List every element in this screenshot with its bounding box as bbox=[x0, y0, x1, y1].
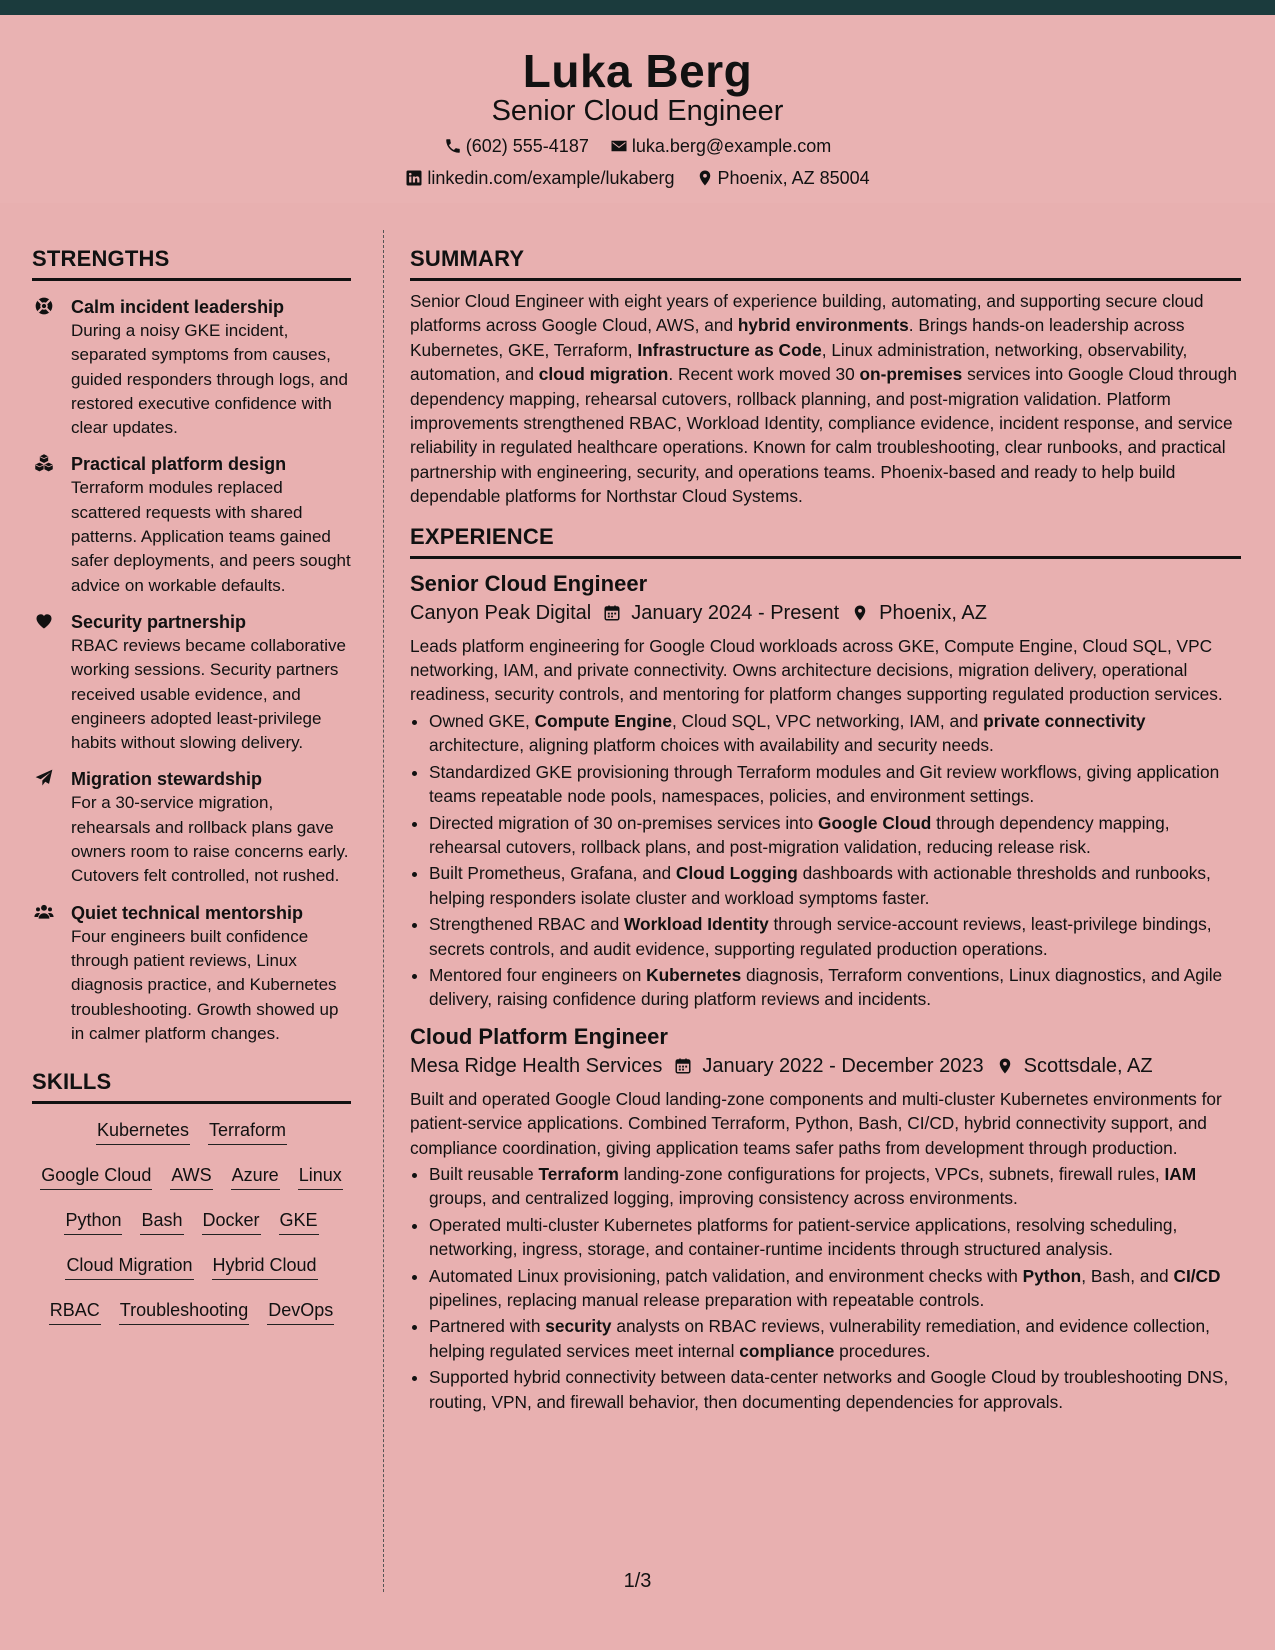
keyword-highlight: Kubernetes bbox=[646, 964, 742, 985]
skill-tag: Bash bbox=[140, 1208, 183, 1235]
keyword-highlight: Workload Identity bbox=[624, 914, 769, 935]
skill-tag: Cloud Migration bbox=[65, 1253, 193, 1280]
text-run: diagnosis, Terraform conventions, Linux diagnostics, and Agile delivery, raising confidence during platform reviews and incidents. bbox=[429, 964, 1223, 1010]
resume-header bbox=[0, 15, 1275, 203]
skill-tag: Troubleshooting bbox=[119, 1298, 249, 1325]
job-company: Canyon Peak Digital bbox=[410, 601, 592, 624]
keyword-highlight: IAM bbox=[1164, 1163, 1197, 1184]
strength-title: Calm incident leadership bbox=[71, 297, 285, 317]
skill-tag: Azure bbox=[231, 1163, 280, 1190]
keyword-highlight: cloud migration bbox=[538, 364, 669, 385]
job-bullet bbox=[429, 1264, 1241, 1313]
text-run: Standardized GKE provisioning through Terraform modules and Git review workflows, giving application teams repeatable node pools, namespaces, policies, and environment settings. bbox=[429, 761, 1220, 807]
top-accent-bar bbox=[0, 0, 1275, 15]
keyword-highlight: Cloud Logging bbox=[675, 863, 798, 884]
users-icon bbox=[34, 902, 54, 922]
text-run: Operated multi-cluster Kubernetes platforms for patient-service applications, resolving scheduling, networking, ingress, storage, and container-runtime incidents through structured analysis. bbox=[429, 1214, 1178, 1260]
keyword-highlight: Terraform bbox=[538, 1163, 619, 1184]
skills-row bbox=[32, 1253, 351, 1298]
job-meta bbox=[410, 1052, 1241, 1080]
text-run: architecture, aligning platform choices with availability and security needs. bbox=[429, 735, 994, 756]
job-bullet bbox=[429, 760, 1241, 809]
job-dates: January 2024 - Present bbox=[631, 601, 840, 624]
strength-item bbox=[32, 901, 351, 1046]
strength-description: During a noisy GKE incident, separated symptoms from causes, guided responders through logs, and restored executive confidence with clear updates. bbox=[71, 321, 348, 438]
cubes-icon bbox=[34, 453, 54, 473]
job-bullets bbox=[410, 1162, 1241, 1414]
job-location: Scottsdale, AZ bbox=[1023, 1054, 1153, 1077]
text-run: dashboards with actionable thresholds and runbooks, helping responders isolate cluster and workload symptoms faster. bbox=[429, 863, 1211, 908]
job-meta bbox=[410, 599, 1241, 627]
strength-title: Security partnership bbox=[71, 611, 247, 632]
strength-item bbox=[32, 610, 351, 755]
text-run: through service-account reviews, least-privilege bindings, secrets controls, and audit evidence, supporting regulated production operations. bbox=[429, 914, 1212, 959]
text-run: Partnered with bbox=[429, 1316, 546, 1337]
skill-tag: DevOps bbox=[267, 1298, 334, 1325]
keyword-highlight: private connectivity bbox=[983, 710, 1146, 731]
job-entry bbox=[410, 569, 1241, 1012]
text-run: Automated Linux provisioning, patch validation, and environment checks with bbox=[429, 1265, 1023, 1286]
right-column bbox=[410, 245, 1241, 1416]
strength-description: RBAC reviews became collaborative working sessions. Security partners received usable evidence, and engineers adopted least-privilege habits without slowing delivery. bbox=[71, 635, 346, 753]
keyword-highlight: security bbox=[545, 1316, 612, 1337]
strength-title: Practical platform design bbox=[71, 454, 287, 475]
job-bullet bbox=[429, 912, 1241, 961]
job-company: Mesa Ridge Health Services bbox=[410, 1054, 663, 1077]
text-run: Built reusable bbox=[429, 1163, 539, 1184]
job-title: Senior Cloud Engineer bbox=[410, 570, 648, 596]
text-run: procedures. bbox=[834, 1340, 931, 1361]
skills-row bbox=[32, 1298, 351, 1343]
text-run: services into Google Cloud through dependency mapping, rehearsal cutovers, rollback planning, and post-migration validation. Platform improvements strengthened RBAC, Workload Identity, compliance evidence, incident response, and service reliability in regulated healthcare operations. Known for calm troubleshooting, clear runbooks, and practical partnership with engineering, security, and operations teams. Phoenix-based and ready to help build dependable platforms for Northstar Cloud Systems. bbox=[410, 364, 1238, 507]
job-dates: January 2022 - December 2023 bbox=[702, 1054, 984, 1077]
text-run: . Brings hands-on leadership across Kubernetes, GKE, Terraform, bbox=[410, 315, 1185, 360]
strength-item bbox=[32, 295, 351, 440]
text-run: Senior Cloud Engineer with eight years of experience building, automating, and supporting secure cloud platforms across Google Cloud, AWS, and bbox=[410, 291, 1204, 336]
contact-line-1 bbox=[0, 134, 1275, 161]
skill-tag: Linux bbox=[298, 1163, 343, 1190]
text-run: landing-zone configurations for projects, VPCs, subnets, firewall rules, bbox=[618, 1163, 1165, 1184]
skill-tag: AWS bbox=[170, 1163, 212, 1190]
phone-contact bbox=[444, 134, 589, 158]
strength-description: Four engineers built confidence through patient reviews, Linux diagnosis practice, and Kubernetes troubleshooting. Growth showed up in calmer platform changes. bbox=[71, 926, 339, 1043]
skill-tag: Docker bbox=[202, 1208, 261, 1235]
text-run: . Recent work moved 30 bbox=[668, 364, 860, 385]
job-entry bbox=[410, 1022, 1241, 1414]
email-text[interactable]: luka.berg@example.com bbox=[631, 136, 832, 156]
map-marker-icon bbox=[851, 604, 869, 622]
text-run: groups, and centralized logging, improving consistency across environments. bbox=[429, 1188, 1018, 1209]
linkedin-icon bbox=[405, 169, 423, 187]
skills-row bbox=[32, 1163, 351, 1208]
text-run: , Bash, and bbox=[1081, 1265, 1174, 1286]
job-bullet bbox=[429, 963, 1241, 1012]
strength-description: For a 30-service migration, rehearsals and rollback plans gave owners room to raise concerns early. Cutovers felt controlled, not rushed. bbox=[71, 793, 349, 886]
location-contact bbox=[696, 166, 870, 190]
job-description: Built and operated Google Cloud landing-zone components and multi-cluster Kubernetes environments for patient-service applications. Combined Terraform, Python, Bash, CI/CD, hybrid connectivity support, and compliance coordination, giving application teams safer paths from development through production. bbox=[410, 1088, 1222, 1158]
envelope-icon bbox=[610, 137, 628, 155]
keyword-highlight: compliance bbox=[739, 1340, 835, 1361]
map-marker-icon bbox=[996, 1057, 1014, 1075]
skill-tag: Python bbox=[64, 1208, 122, 1235]
candidate-title: Senior Cloud Engineer bbox=[491, 95, 784, 127]
paper-plane-icon bbox=[34, 768, 54, 788]
keyword-highlight: Google Cloud bbox=[818, 812, 932, 833]
summary-heading: SUMMARY bbox=[410, 245, 1241, 281]
map-marker-icon bbox=[696, 169, 714, 187]
strengths-list bbox=[32, 295, 351, 1046]
job-bullet bbox=[429, 1365, 1241, 1414]
column-divider bbox=[383, 230, 384, 1592]
strength-title: Migration stewardship bbox=[71, 769, 263, 790]
email-contact[interactable] bbox=[610, 134, 831, 158]
keyword-highlight: hybrid environments bbox=[737, 315, 909, 336]
text-run: through dependency mapping, rehearsal cutovers, rollback plans, and post-migration validation, reducing release risk. bbox=[429, 812, 1170, 857]
text-run: Owned GKE, bbox=[429, 710, 535, 731]
skill-tag: Google Cloud bbox=[40, 1163, 152, 1190]
text-run: , Cloud SQL, VPC networking, IAM, and bbox=[671, 710, 984, 731]
strengths-heading: STRENGTHS bbox=[32, 245, 351, 281]
job-location: Phoenix, AZ bbox=[879, 601, 987, 624]
strength-item bbox=[32, 452, 351, 597]
skill-tag: Hybrid Cloud bbox=[212, 1253, 318, 1280]
job-bullet bbox=[429, 861, 1241, 910]
job-description: Leads platform engineering for Google Cloud workloads across GKE, Compute Engine, Cloud SQL, VPC networking, IAM, and private connectivity. Owns architecture decisions, migration delivery, operational readiness, security controls, and mentoring for platform changes supporting regulated production services. bbox=[410, 635, 1223, 705]
text-run: analysts on RBAC reviews, vulnerability remediation, and evidence collection, helping regulated services meet internal bbox=[429, 1316, 1210, 1361]
skill-tag: Terraform bbox=[208, 1118, 287, 1145]
calendar-icon bbox=[674, 1057, 692, 1075]
text-run: Strengthened RBAC and bbox=[429, 914, 625, 935]
text-run: Supported hybrid connectivity between data-center networks and Google Cloud by troubleshooting DNS, routing, VPN, and firewall behavior, then documenting dependencies for approvals. bbox=[429, 1367, 1229, 1412]
text-run: Directed migration of 30 on-premises services into bbox=[429, 812, 818, 833]
job-bullet bbox=[429, 1314, 1241, 1363]
skills-list bbox=[32, 1118, 351, 1343]
skill-tag: GKE bbox=[279, 1208, 319, 1235]
summary-text bbox=[410, 289, 1241, 509]
keyword-highlight: CI/CD bbox=[1173, 1265, 1221, 1286]
keyword-highlight: Python bbox=[1022, 1265, 1082, 1286]
heart-icon bbox=[34, 611, 54, 631]
life-ring-icon bbox=[34, 296, 54, 316]
location-text: Phoenix, AZ 85004 bbox=[717, 168, 870, 188]
job-bullet bbox=[429, 1162, 1241, 1211]
skills-row bbox=[32, 1208, 351, 1253]
experience-list bbox=[410, 569, 1241, 1414]
contact-line-2 bbox=[0, 166, 1275, 193]
calendar-icon bbox=[603, 604, 621, 622]
linkedin-contact[interactable] bbox=[405, 166, 674, 190]
experience-heading: EXPERIENCE bbox=[410, 523, 1241, 559]
keyword-highlight: Compute Engine bbox=[534, 710, 672, 731]
candidate-name: Luka Berg bbox=[522, 45, 753, 97]
strength-item bbox=[32, 767, 351, 888]
job-title: Cloud Platform Engineer bbox=[410, 1023, 668, 1049]
job-bullet bbox=[429, 1213, 1241, 1262]
text-run: Built Prometheus, Grafana, and bbox=[429, 863, 676, 884]
text-run: Mentored four engineers on bbox=[429, 964, 647, 985]
job-bullet bbox=[429, 811, 1241, 860]
page-number: 1/3 bbox=[623, 1570, 652, 1592]
skills-row bbox=[32, 1118, 351, 1163]
text-run: , Linux administration, networking, observability, automation, and bbox=[410, 339, 1188, 385]
skills-heading: SKILLS bbox=[32, 1068, 351, 1104]
text-run: pipelines, replacing manual release preparation with repeatable controls. bbox=[429, 1290, 985, 1310]
keyword-highlight: on-premises bbox=[859, 364, 963, 385]
job-bullets bbox=[410, 709, 1241, 1012]
strength-description: Terraform modules replaced scattered requests with shared patterns. Application teams gained safer deployments, and peers sought advice on workable defaults. bbox=[71, 478, 351, 595]
linkedin-text[interactable]: linkedin.com/example/lukaberg bbox=[427, 168, 675, 188]
strength-title: Quiet technical mentorship bbox=[71, 902, 304, 923]
phone-text: (602) 555-4187 bbox=[465, 136, 589, 156]
keyword-highlight: Infrastructure as Code bbox=[637, 339, 822, 360]
job-bullet bbox=[429, 709, 1241, 758]
left-column bbox=[32, 245, 351, 1343]
phone-icon bbox=[444, 137, 462, 155]
skill-tag: Kubernetes bbox=[96, 1118, 190, 1145]
skill-tag: RBAC bbox=[49, 1298, 101, 1325]
